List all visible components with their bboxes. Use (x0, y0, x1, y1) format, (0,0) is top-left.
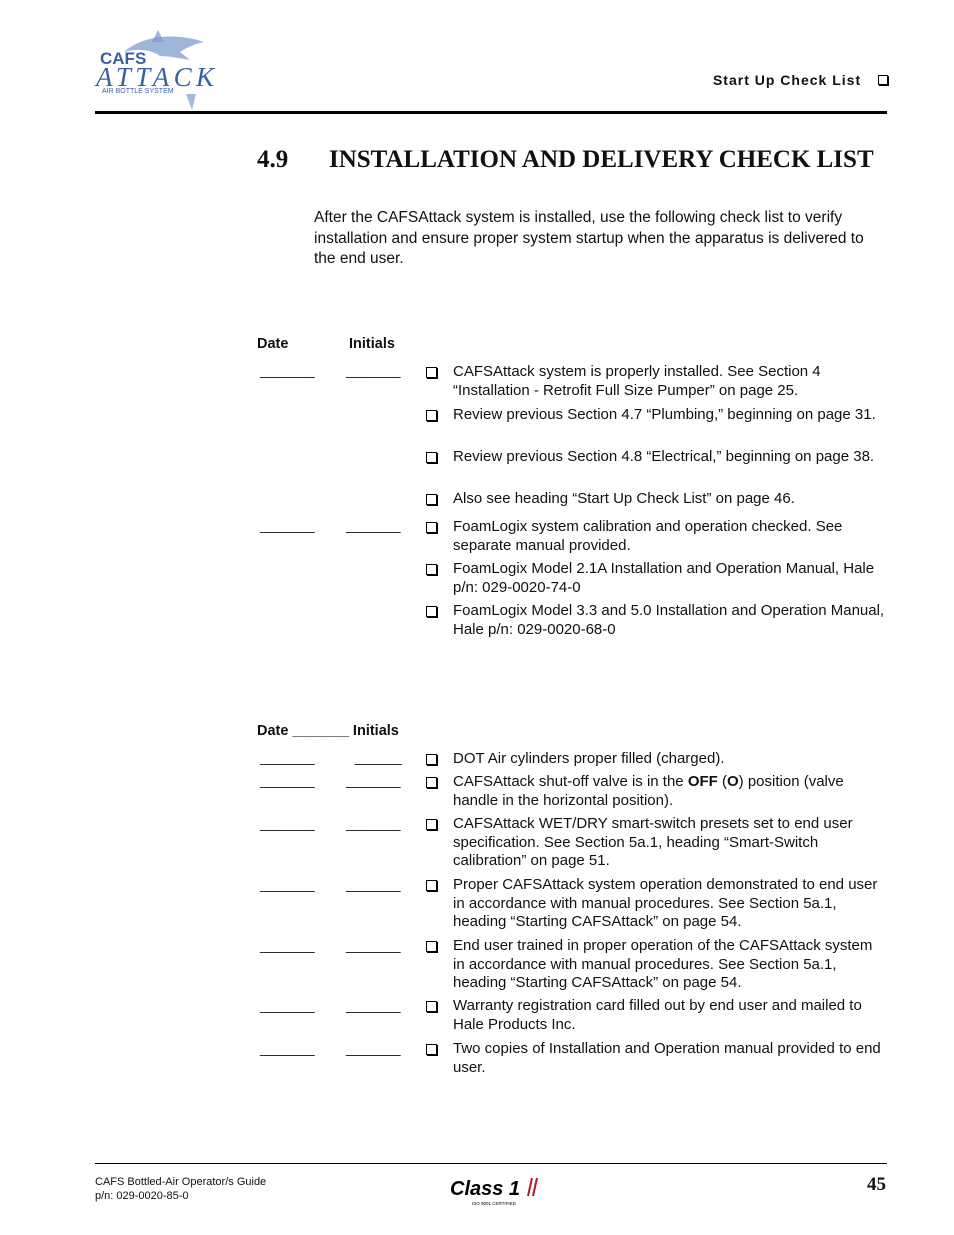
date-blank: _______ (260, 1040, 315, 1056)
checkbox-icon[interactable] (426, 754, 437, 765)
checklist-item: Review previous Section 4.8 “Electrical,” beginning on page 38. (426, 448, 888, 467)
checklist-item: FoamLogix Model 3.3 and 5.0 Installation and Operation Manual, Hale p/n: 029-0020-68-0 (426, 602, 888, 639)
initials-blank: _______ (346, 517, 401, 533)
svg-text:Class 1: Class 1 (450, 1178, 521, 1200)
checkbox-square-icon (878, 75, 888, 85)
checkbox-icon[interactable] (426, 564, 437, 575)
cafs-attack-logo (94, 30, 218, 112)
date-blank: _______ (260, 815, 315, 831)
checkbox-icon[interactable] (426, 367, 437, 378)
date-blank: _______ (260, 997, 315, 1013)
initials-blank: _______ (346, 772, 401, 788)
section-heading (257, 146, 897, 174)
checklist-item: Review previous Section 4.7 “Plumbing,” beginning on page 31. (426, 406, 888, 425)
section-number: 4.9 (257, 146, 289, 173)
checklist-item: Also see heading “Start Up Check List” on page 46. (426, 490, 888, 509)
checkbox-icon[interactable] (426, 941, 437, 952)
date-blank: _______ (260, 772, 315, 788)
footer-part-number: p/n: 029-0020-85-0 (95, 1190, 189, 1202)
checklist-item: End user trained in proper operation of the CAFSAttack system in accordance with manual procedures. See Section 5a.1, heading “Starting CAFSAttack” on page 54. (426, 937, 888, 993)
section-title: INSTALLATION AND DELIVERY CHECK LIST (329, 146, 874, 173)
checklist-item: DOT Air cylinders proper filled (charged). (426, 750, 888, 769)
checkbox-icon[interactable] (426, 1001, 437, 1012)
class1-logo (448, 1174, 543, 1208)
checklist-item: Two copies of Installation and Operation manual provided to end user. (426, 1040, 888, 1077)
initials-column-header: Initials (349, 336, 395, 352)
checklist-item: Warranty registration card filled out by end user and mailed to Hale Products Inc. (426, 997, 888, 1034)
date-blank: _______ (260, 876, 315, 892)
checklist-item: CAFSAttack system is properly installed. See Section 4 “Installation - Retrofit Full Size Pumper” on page 25. (426, 363, 888, 400)
checklist-item: CAFSAttack shut-off valve is in the OFF (O) position (valve handle in the horizontal position). (426, 773, 888, 810)
running-header-title: Start Up Check List (712, 72, 862, 88)
checklist-item: FoamLogix Model 2.1A Installation and Operation Manual, Hale p/n: 029-0020-74-0 (426, 560, 888, 597)
initials-blank: ______ (355, 749, 402, 765)
date-blank: _______ (260, 937, 315, 953)
checkbox-icon[interactable] (426, 410, 437, 421)
header-rule (95, 111, 887, 114)
date-blank: _______ (260, 749, 315, 765)
logo-cafs-text: CAFS (100, 49, 147, 68)
initials-blank: _______ (346, 815, 401, 831)
checkbox-icon[interactable] (426, 522, 437, 533)
date-initials-header: Date _______ Initials (257, 723, 399, 739)
checkbox-icon[interactable] (426, 777, 437, 788)
footer-guide-title: CAFS Bottled-Air Operator/s Guide (95, 1176, 267, 1188)
footer-rule (95, 1163, 887, 1164)
checkbox-icon[interactable] (426, 452, 437, 463)
initials-blank: _______ (346, 1040, 401, 1056)
checkbox-icon[interactable] (426, 819, 437, 830)
footer-guide-info (95, 1175, 266, 1203)
initials-blank: _______ (346, 937, 401, 953)
checkbox-icon[interactable] (426, 1044, 437, 1055)
date-blank: _______ (260, 517, 315, 533)
initials-blank: _______ (346, 876, 401, 892)
checklist-item: CAFSAttack WET/DRY smart-switch presets set to end user specification. See Section 5a.1, heading “Smart-Switch calibration” on page 51. (426, 815, 888, 871)
running-header (600, 72, 888, 88)
checkbox-icon[interactable] (426, 880, 437, 891)
initials-blank: _______ (346, 362, 401, 378)
checkbox-icon[interactable] (426, 494, 437, 505)
initials-blank: _______ (346, 997, 401, 1013)
checklist-item: Proper CAFSAttack system operation demonstrated to end user in accordance with manual procedures. See Section 5a.1, heading “Starting CAFSAttack” on page 54. (426, 876, 888, 932)
logo-sub-text: AIR BOTTLE SYSTEM (102, 88, 174, 95)
date-column-header: Date (257, 336, 289, 352)
svg-text:ISO 9001 CERTIFIED: ISO 9001 CERTIFIED (472, 1201, 516, 1206)
logo-attack-text: ATTACK (96, 62, 214, 92)
checkbox-icon[interactable] (426, 606, 437, 617)
intro-paragraph: After the CAFSAttack system is installed, use the following check list to verify installation and ensure proper system startup when the apparatus is delivered to the end user. (314, 209, 864, 267)
page-number: 45 (867, 1174, 886, 1195)
checklist-item: FoamLogix system calibration and operation checked. See separate manual provided. (426, 518, 888, 555)
date-blank: _______ (260, 362, 315, 378)
